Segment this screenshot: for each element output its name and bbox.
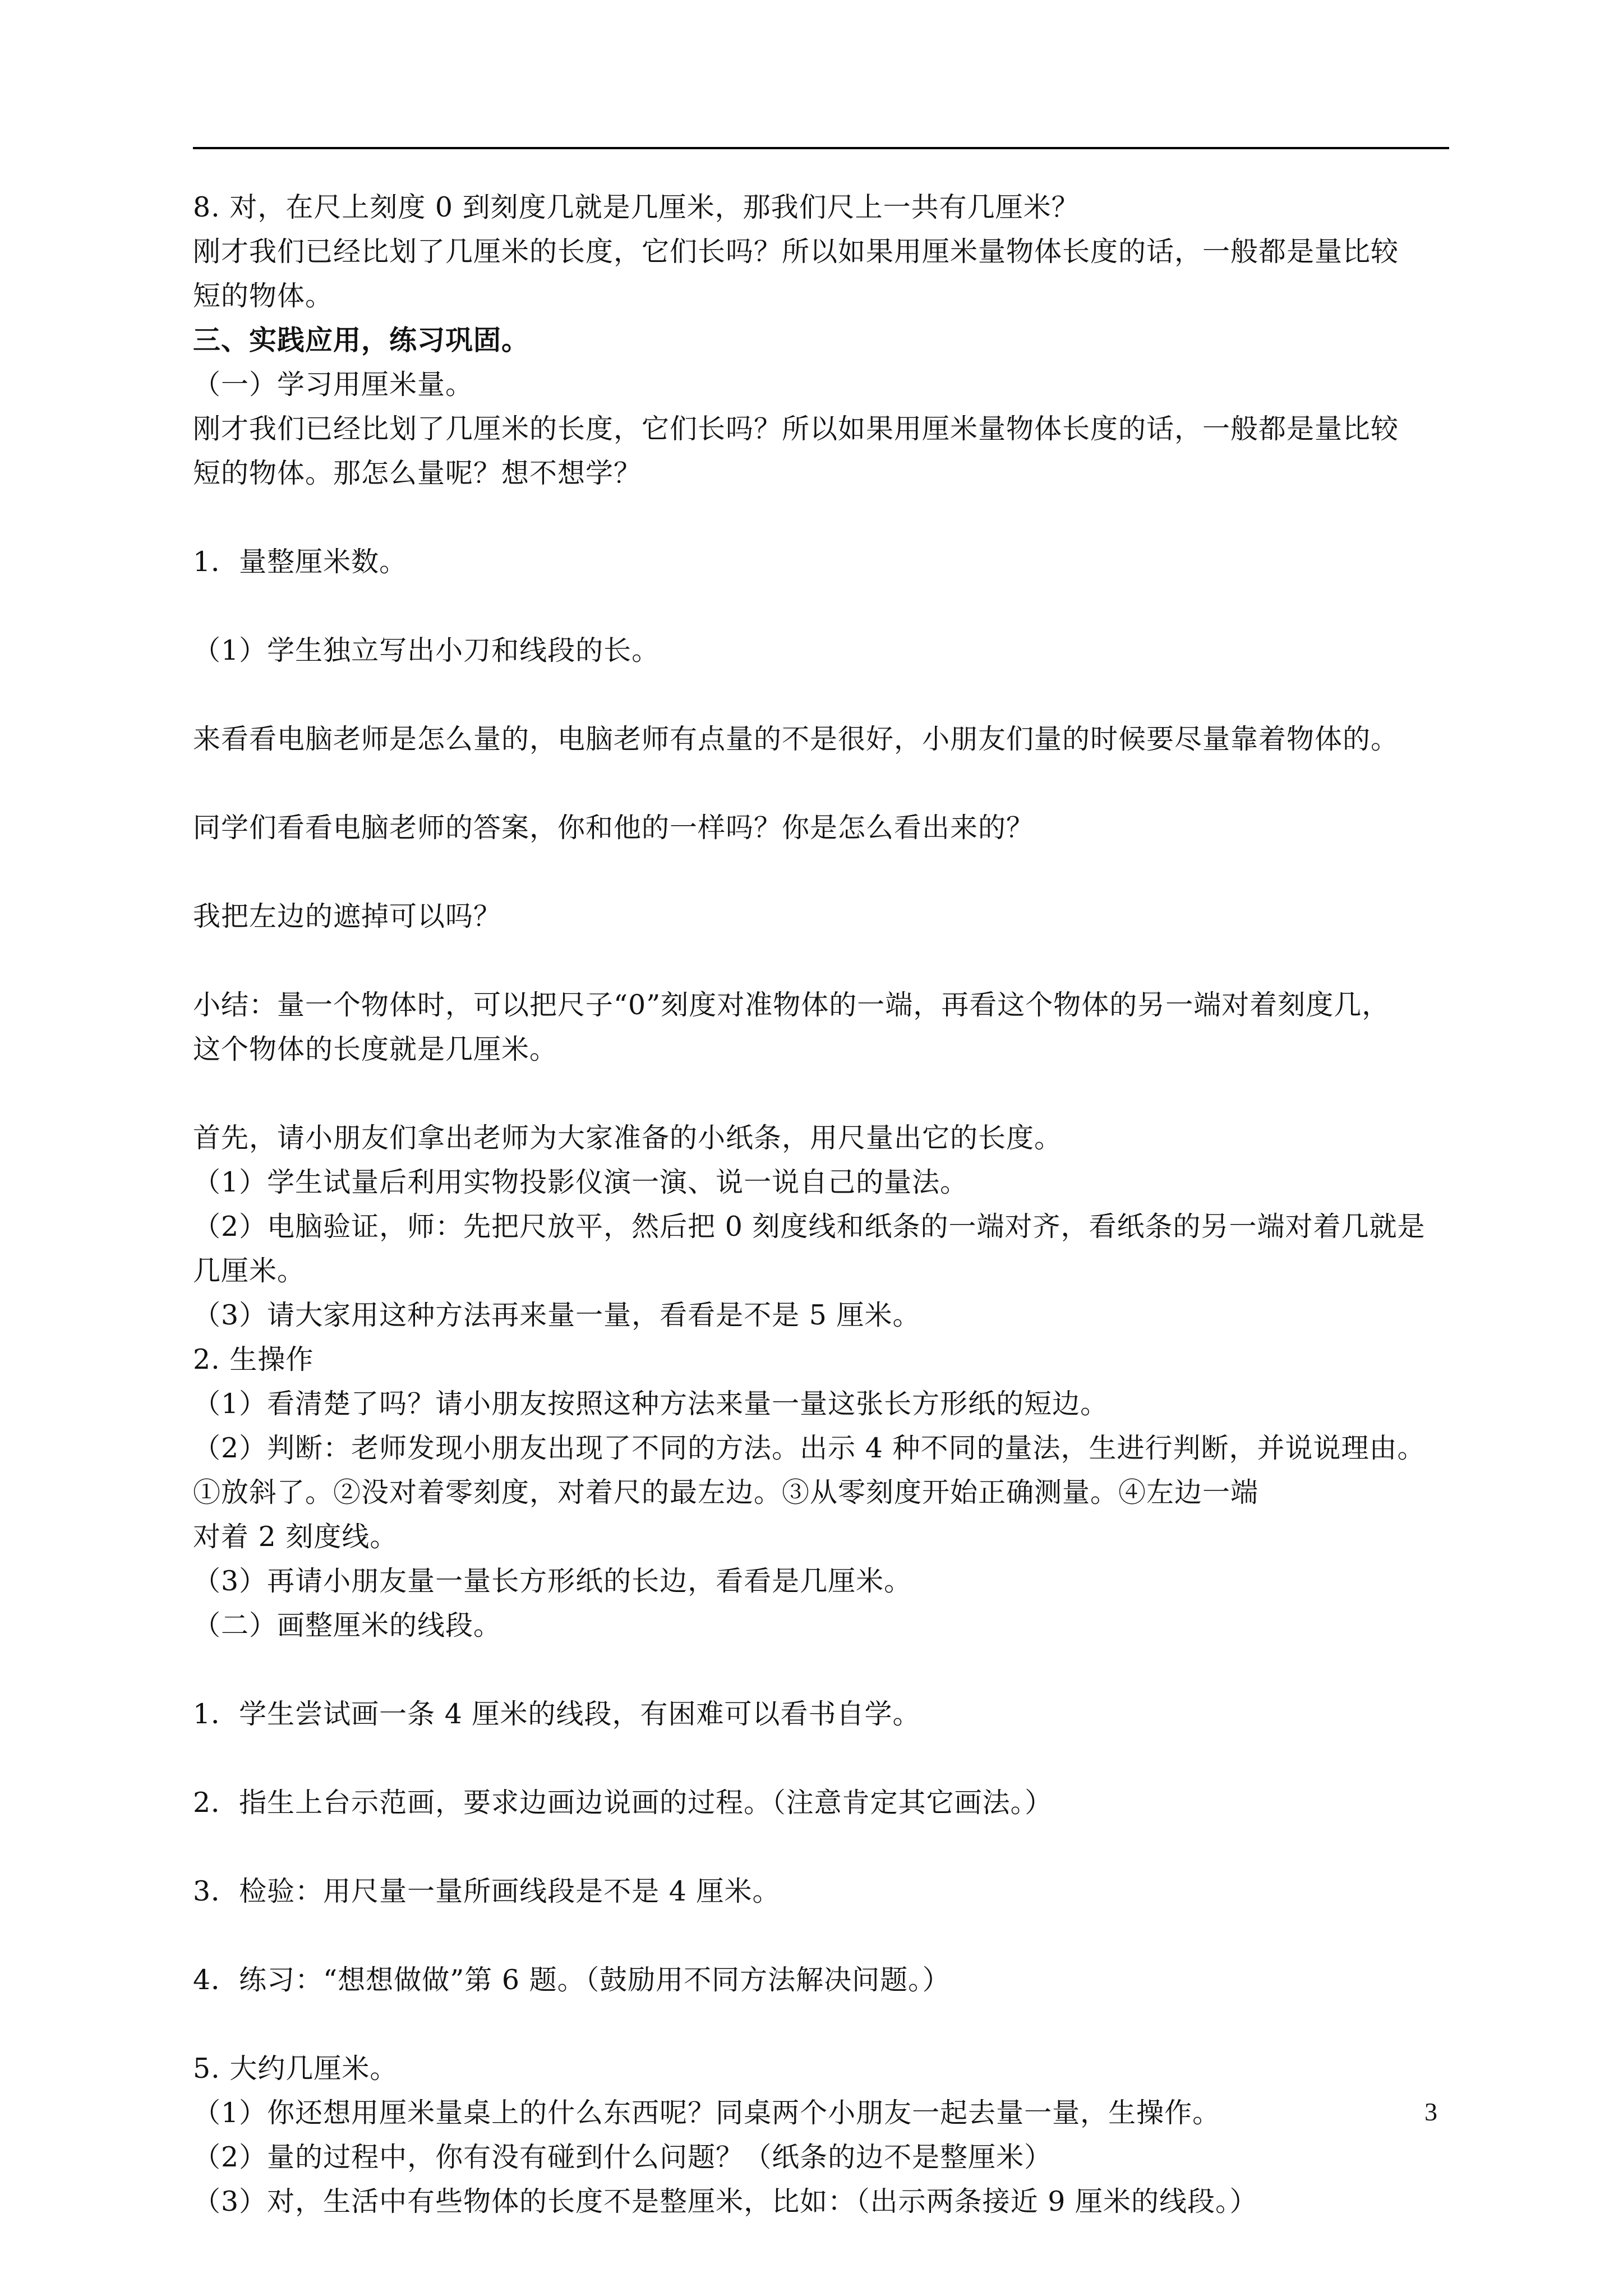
text-line: （2）量的过程中，你有没有碰到什么问题？（纸条的边不是整厘米） <box>193 2141 1053 2173</box>
text-line: （1）看清楚了吗？请小朋友按照这种方法来量一量这张长方形纸的短边。 <box>193 1388 1109 1420</box>
text-line: 1．量整厘米数。 <box>193 546 408 578</box>
text-line: （2）电脑验证，师：先把尺放平，然后把 0 刻度线和纸条的一端对齐，看纸条的另一端对着几就是 <box>193 1211 1426 1243</box>
text-line: （1）学生独立写出小刀和线段的长。 <box>193 634 660 666</box>
text-line: 对着 2 刻度线。 <box>193 1521 398 1553</box>
text-line: 小结：量一个物体时，可以把尺子“0”刻度对准物体的一端，再看这个物体的另一端对着刻度几， <box>193 989 1390 1021</box>
text-line: 短的物体。那怎么量呢？想不想学？ <box>193 457 642 489</box>
document-body <box>193 185 1449 2224</box>
text-line: 刚才我们已经比划了几厘米的长度，它们长吗？所以如果用厘米量物体长度的话，一般都是量比较 <box>193 413 1399 445</box>
text-line: 刚才我们已经比划了几厘米的长度，它们长吗？所以如果用厘米量物体长度的话，一般都是量比较 <box>193 236 1399 268</box>
text-line: 8. 对，在尺上刻度 0 到刻度几就是几厘米，那我们尺上一共有几厘米？ <box>193 191 1080 223</box>
text-line: （3）请大家用这种方法再来量一量，看看是不是 5 厘米。 <box>193 1299 921 1331</box>
text-line: 几厘米。 <box>193 1255 306 1287</box>
text-line: 我把左边的遮掉可以吗？ <box>193 900 502 932</box>
text-line: 同学们看看电脑老师的答案，你和他的一样吗？你是怎么看出来的？ <box>193 812 1035 844</box>
header-rule <box>193 147 1449 149</box>
text-line: （3）再请小朋友量一量长方形纸的长边，看看是几厘米。 <box>193 1565 912 1597</box>
text-line: 首先，请小朋友们拿出老师为大家准备的小纸条，用尺量出它的长度。 <box>193 1122 1063 1154</box>
text-line: 4．练习：“想想做做”第 6 题。（鼓励用不同方法解决问题。） <box>193 1964 951 1996</box>
section-heading: 三、实践应用，练习巩固。 <box>193 324 530 356</box>
text-line: （2）判断：老师发现小朋友出现了不同的方法。出示 4 种不同的量法，生进行判断，并说说理由。 <box>193 1432 1426 1464</box>
text-line: 这个物体的长度就是几厘米。 <box>193 1033 558 1065</box>
text-line: 1．学生尝试画一条 4 厘米的线段，有困难可以看书自学。 <box>193 1698 921 1730</box>
text-line: （1）学生试量后利用实物投影仪演一演、说一说自己的量法。 <box>193 1166 969 1198</box>
text-line: 3．检验：用尺量一量所画线段是不是 4 厘米。 <box>193 1875 781 1907</box>
text-line: 短的物体。 <box>193 280 334 312</box>
text-line: 来看看电脑老师是怎么量的，电脑老师有点量的不是很好，小朋友们量的时候要尽量靠着物体的。 <box>193 723 1399 755</box>
subsection-heading: （一）学习用厘米量。 <box>193 369 474 401</box>
text-line: 5. 大约几厘米。 <box>193 2053 398 2085</box>
page-number: 3 <box>1424 2097 1437 2126</box>
text-line: （1）你还想用厘米量桌上的什么东西呢？同桌两个小朋友一起去量一量，生操作。 <box>193 2097 1221 2129</box>
subsection-heading: （二）画整厘米的线段。 <box>193 1609 502 1641</box>
text-line: 2．指生上台示范画，要求边画边说画的过程。（注意肯定其它画法。） <box>193 1787 1053 1819</box>
text-line: 2. 生操作 <box>193 1343 314 1375</box>
text-line: ①放斜了。②没对着零刻度，对着尺的最左边。③从零刻度开始正确测量。④左边一端 <box>193 1476 1259 1508</box>
text-line: （3）对，生活中有些物体的长度不是整厘米，比如：（出示两条接近 9 厘米的线段。） <box>193 2185 1258 2217</box>
